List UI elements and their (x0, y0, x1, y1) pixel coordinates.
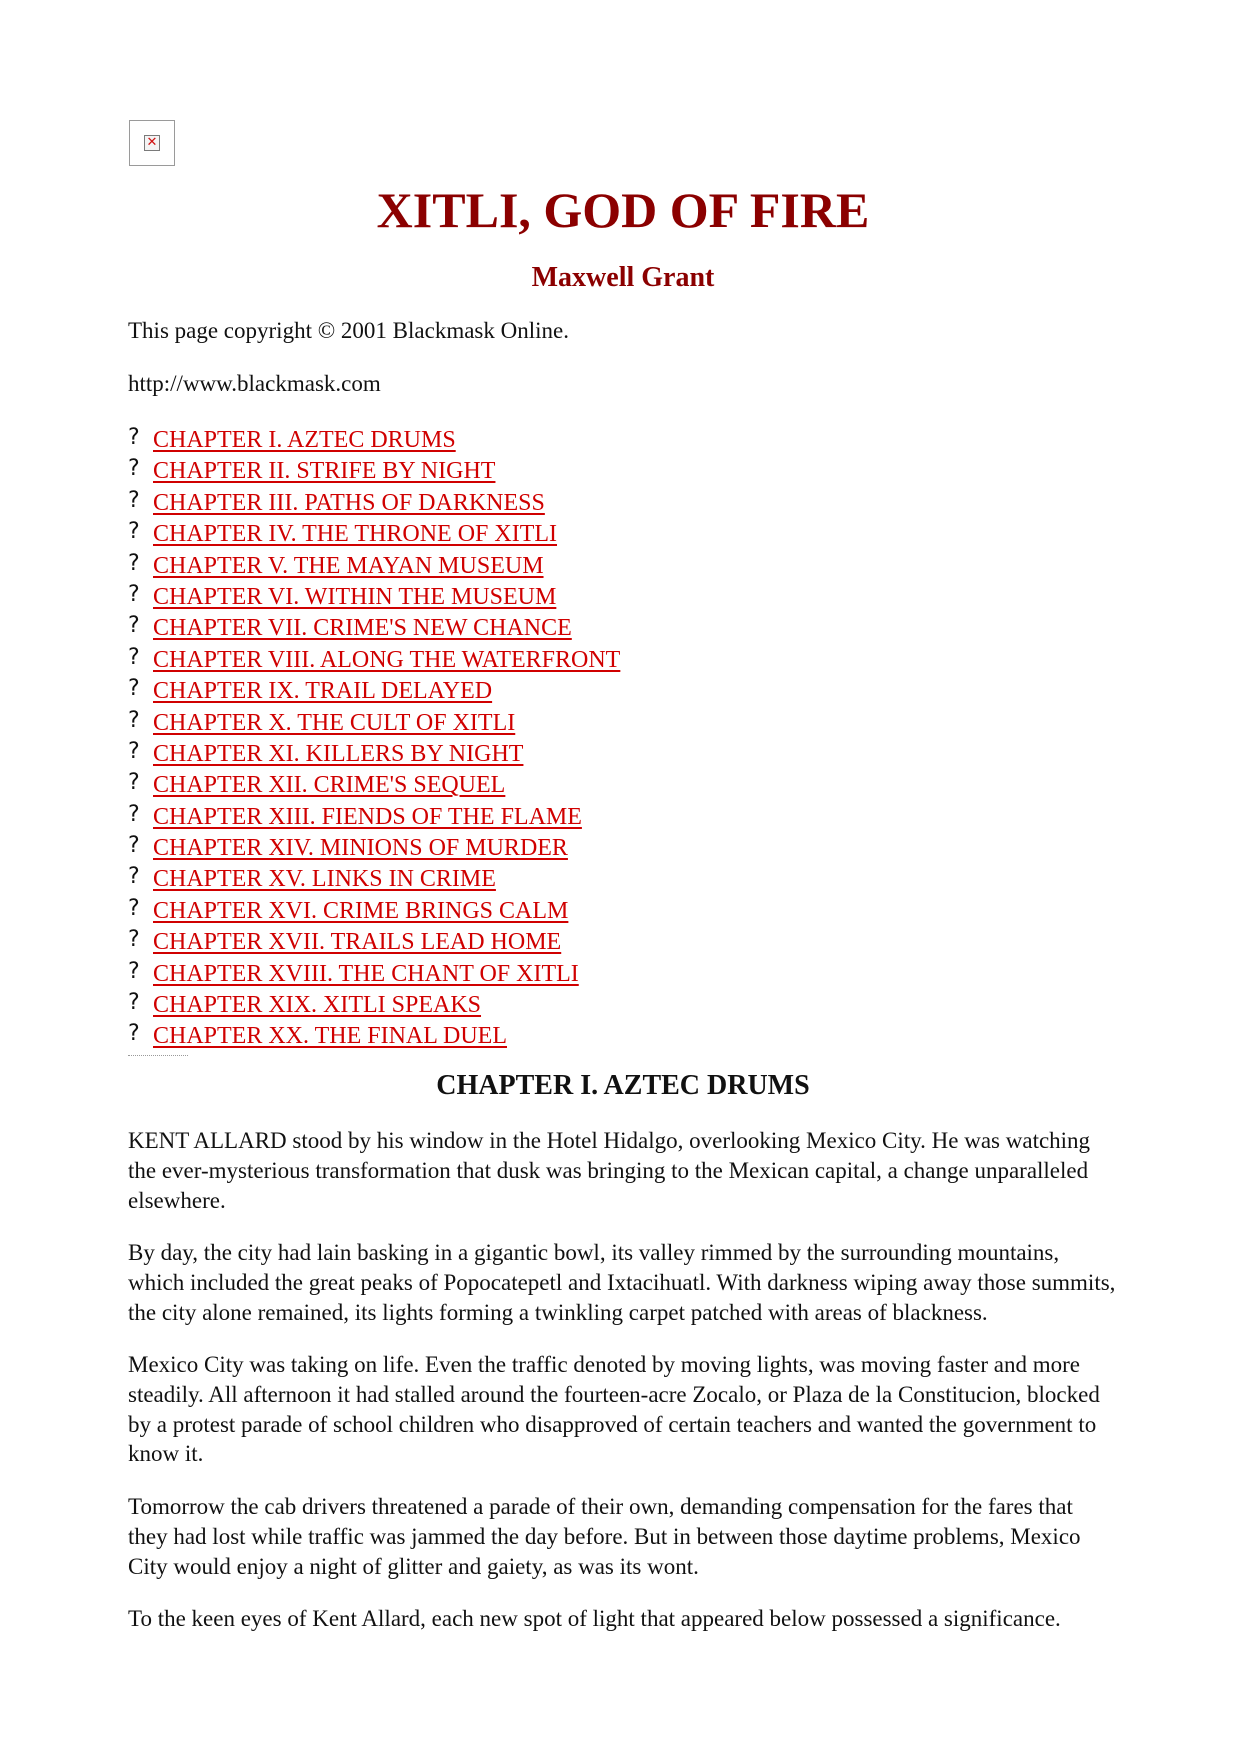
chapter-link-13[interactable]: CHAPTER XIII. FIENDS OF THE FLAME (153, 803, 582, 830)
toc-item (128, 582, 620, 613)
paragraph: Mexico City was taking on life. Even the traffic denoted by moving lights, was moving faster and more steadily. All afternoon it had stalled around the fourteen-acre Zocalo, or Plaza de la Constitucion, blocked by a protest parade of school children who disapproved of certain teachers and wanted the government to know it. (128, 1352, 1100, 1467)
bullet-icon: ? (128, 770, 140, 796)
broken-image-frame (144, 135, 160, 151)
toc-item (128, 739, 620, 770)
toc-item (128, 645, 620, 676)
bullet-icon: ? (128, 833, 140, 859)
chapter-link-2[interactable]: CHAPTER II. STRIFE BY NIGHT (153, 458, 496, 485)
copyright-notice: This page copyright © 2001 Blackmask Online. (128, 318, 569, 343)
toc-item (128, 833, 620, 864)
paragraph: By day, the city had lain basking in a gigantic bowl, its valley rimmed by the surrounding mountains, which included the great peaks of Popocatepetl and Ixtacihuatl. With darkness wiping away those summits, the city alone remained, its lights forming a twinkling carpet patched with areas of blackness. (128, 1240, 1116, 1325)
bullet-icon: ? (128, 487, 140, 513)
toc-item (128, 802, 620, 833)
bullet-icon: ? (128, 927, 140, 953)
toc-item (128, 864, 620, 895)
chapter-link-4[interactable]: CHAPTER IV. THE THRONE OF XITLI (153, 521, 558, 548)
bullet-icon: ? (128, 738, 140, 764)
bullet-icon: ? (128, 801, 140, 827)
site-url: http://www.blackmask.com (128, 371, 381, 396)
toc-item (128, 990, 620, 1021)
bullet-icon: ? (128, 676, 140, 702)
toc-item (128, 456, 620, 487)
chapter-link-14[interactable]: CHAPTER XIV. MINIONS OF MURDER (153, 835, 568, 862)
author-name: Maxwell Grant (531, 262, 715, 293)
bullet-icon: ? (128, 958, 140, 984)
paragraph: To the keen eyes of Kent Allard, each new spot of light that appeared below possessed a significance. (128, 1606, 1061, 1631)
bullet-icon: ? (128, 581, 140, 607)
bullet-icon: ? (128, 519, 140, 545)
bullet-icon: ? (128, 613, 140, 639)
chapter-link-7[interactable]: CHAPTER VII. CRIME'S NEW CHANCE (153, 615, 572, 642)
toc-item (128, 927, 620, 958)
chapter-link-8[interactable]: CHAPTER VIII. ALONG THE WATERFRONT (153, 646, 621, 673)
chapter-link-5[interactable]: CHAPTER V. THE MAYAN MUSEUM (153, 552, 544, 579)
chapter-link-6[interactable]: CHAPTER VI. WITHIN THE MUSEUM (153, 583, 557, 610)
toc-item (128, 959, 620, 990)
toc-item (128, 708, 620, 739)
toc-item (128, 519, 620, 550)
bullet-icon: ? (128, 456, 140, 482)
toc-item (128, 613, 620, 644)
chapter-link-3[interactable]: CHAPTER III. PATHS OF DARKNESS (153, 489, 545, 516)
chapter-link-1[interactable]: CHAPTER I. AZTEC DRUMS (153, 427, 456, 453)
close-icon: ✕ (146, 135, 158, 150)
divider (128, 1055, 188, 1059)
toc-item (128, 551, 620, 582)
toc-item (128, 425, 620, 456)
bullet-icon: ? (128, 550, 140, 576)
bullet-icon: ? (128, 644, 140, 670)
table-of-contents (128, 425, 620, 1053)
chapter-link-16[interactable]: CHAPTER XVI. CRIME BRINGS CALM (153, 897, 569, 924)
chapter-link-10[interactable]: CHAPTER X. THE CULT OF XITLI (153, 709, 516, 736)
paragraph: KENT ALLARD stood by his window in the Hotel Hidalgo, overlooking Mexico City. He was watching the ever-mysterious transformation that dusk was bringing to the Mexican capital, a change unparalleled elsewhere. (128, 1128, 1091, 1213)
chapter-link-19[interactable]: CHAPTER XIX. XITLI SPEAKS (153, 992, 482, 1019)
chapter-link-9[interactable]: CHAPTER IX. TRAIL DELAYED (153, 678, 493, 705)
bullet-icon: ? (128, 425, 140, 450)
chapter-link-15[interactable]: CHAPTER XV. LINKS IN CRIME (153, 866, 496, 893)
bullet-icon: ? (128, 864, 140, 890)
paragraph: Tomorrow the cab drivers threatened a parade of their own, demanding compensation for the fares that they had lost while traffic was jammed the day before. But in between those daytime problems, Mexico City would enjoy a night of glitter and gaiety, as was its wont. (128, 1494, 1081, 1579)
chapter-link-20[interactable]: CHAPTER XX. THE FINAL DUEL (153, 1023, 507, 1050)
broken-image-icon (129, 120, 175, 166)
chapter-link-11[interactable]: CHAPTER XI. KILLERS BY NIGHT (153, 740, 524, 767)
chapter-heading: CHAPTER I. AZTEC DRUMS (436, 1070, 810, 1101)
toc-item (128, 770, 620, 801)
chapter-link-17[interactable]: CHAPTER XVII. TRAILS LEAD HOME (153, 929, 562, 956)
bullet-icon: ? (128, 1021, 140, 1047)
chapter-link-18[interactable]: CHAPTER XVIII. THE CHANT OF XITLI (153, 960, 579, 987)
bullet-icon: ? (128, 707, 140, 733)
toc-item (128, 488, 620, 519)
page-title: XITLI, GOD OF FIRE (376, 182, 870, 238)
toc-item (128, 896, 620, 927)
toc-item (128, 1021, 620, 1052)
bullet-icon: ? (128, 990, 140, 1016)
chapter-link-12[interactable]: CHAPTER XII. CRIME'S SEQUEL (153, 772, 506, 799)
bullet-icon: ? (128, 895, 140, 921)
toc-item (128, 676, 620, 707)
